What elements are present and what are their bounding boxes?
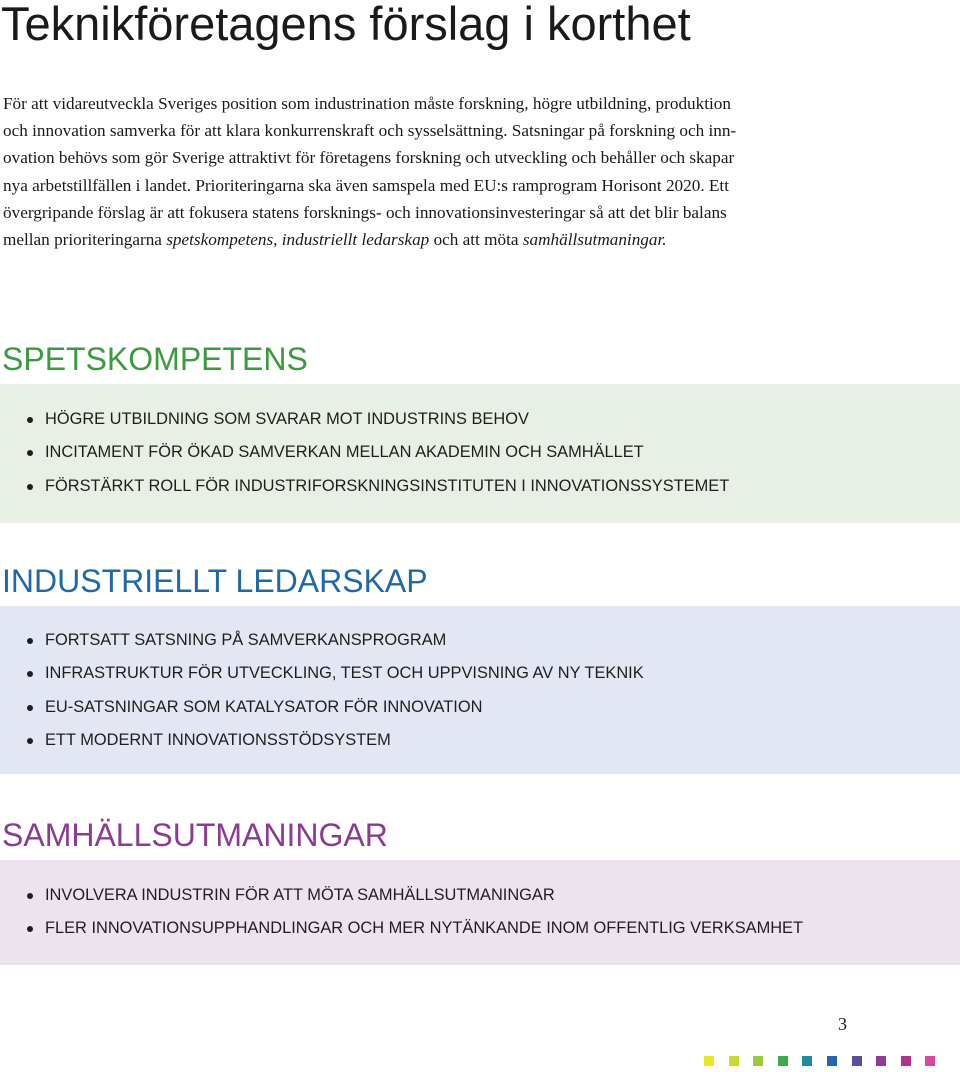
list-item-label: INCITAMENT FÖR ÖKAD SAMVERKAN MELLAN AKADEMIN OCH SAMHÄLLET: [45, 443, 644, 461]
intro-text: mellan prioriteringarna: [3, 230, 167, 250]
bullet-icon: [27, 417, 33, 423]
intro-line: För att vidareutveckla Sveriges position som industrination måste forskning, högre utbildning, produktion: [3, 94, 731, 113]
section-heading-spetskompetens: SPETSKOMPETENS: [2, 341, 308, 377]
intro-line: och innovation samverka för att klara konkurrenskraft och sysselsättning. Satsningar på forskning och inn-: [3, 121, 737, 141]
color-square: [901, 1056, 911, 1066]
color-square: [925, 1056, 935, 1066]
intro-line-last: [3, 230, 667, 249]
color-square: [876, 1056, 886, 1066]
intro-line: övergripande förslag är att fokusera statens forsknings- och innovationsinvesteringar så att det blir balans: [3, 202, 727, 222]
bullet-icon: [27, 638, 33, 644]
intro-emphasis: samhällsutmaningar.: [522, 230, 667, 250]
page-number: 3: [838, 1014, 847, 1034]
list-item-label: INVOLVERA INDUSTRIN FÖR ATT MÖTA SAMHÄLLSUTMANINGAR: [45, 886, 555, 904]
intro-line: nya arbetstillfällen i landet. Prioriteringarna ska även samspela med EU:s ramprogram Horisont 2020. Ett: [3, 175, 729, 195]
section-band-samhallsutmaningar: [0, 860, 960, 965]
color-square: [827, 1056, 837, 1066]
intro-line: ovation behövs som gör Sverige attraktivt för företagens forskning och utveckling och behåller och skapar: [3, 148, 735, 168]
section-heading-samhallsutmaningar: SAMHÄLLSUTMANINGAR: [2, 817, 388, 853]
color-square: [802, 1056, 812, 1066]
list-item-label: FÖRSTÄRKT ROLL FÖR INDUSTRIFORSKNINGSINSTITUTEN I INNOVATIONSSYSTEMET: [45, 477, 730, 495]
section-band-spetskompetens: [0, 384, 960, 523]
page-title: Teknikföretagens förslag i korthet: [1, 0, 691, 50]
list-item-label: EU-SATSNINGAR SOM KATALYSATOR FÖR INNOVATION: [45, 698, 483, 716]
list-item-label: HÖGRE UTBILDNING SOM SVARAR MOT INDUSTRINS BEHOV: [45, 410, 529, 428]
intro-text: och att möta: [429, 230, 523, 250]
color-square: [729, 1056, 739, 1066]
intro-paragraph: [3, 90, 960, 253]
bullet-icon: [27, 450, 33, 456]
bullet-icon: [27, 926, 33, 932]
color-square: [753, 1056, 763, 1066]
list-item-label: INFRASTRUKTUR FÖR UTVECKLING, TEST OCH UPPVISNING AV NY TEKNIK: [45, 664, 644, 682]
list-item-label: FLER INNOVATIONSUPPHANDLINGAR OCH MER NYTÄNKANDE INOM OFFENTLIG VERKSAMHET: [45, 919, 804, 937]
color-square: [704, 1056, 714, 1066]
list-item-label: ETT MODERNT INNOVATIONSSTÖDSYSTEM: [45, 731, 391, 749]
bullet-icon: [27, 484, 33, 490]
section-heading-industriellt-ledarskap: INDUSTRIELLT LEDARSKAP: [2, 563, 428, 599]
list-item-label: FORTSATT SATSNING PÅ SAMVERKANSPROGRAM: [45, 631, 447, 649]
bullet-icon: [27, 705, 33, 711]
color-square: [852, 1056, 862, 1066]
color-square: [778, 1056, 788, 1066]
bullet-icon: [27, 893, 33, 899]
bullet-icon: [27, 671, 33, 677]
intro-emphasis: spetskompetens, industriellt ledarskap: [166, 230, 430, 250]
bullet-icon: [27, 738, 33, 744]
section-band-industriellt-ledarskap: [0, 606, 960, 774]
